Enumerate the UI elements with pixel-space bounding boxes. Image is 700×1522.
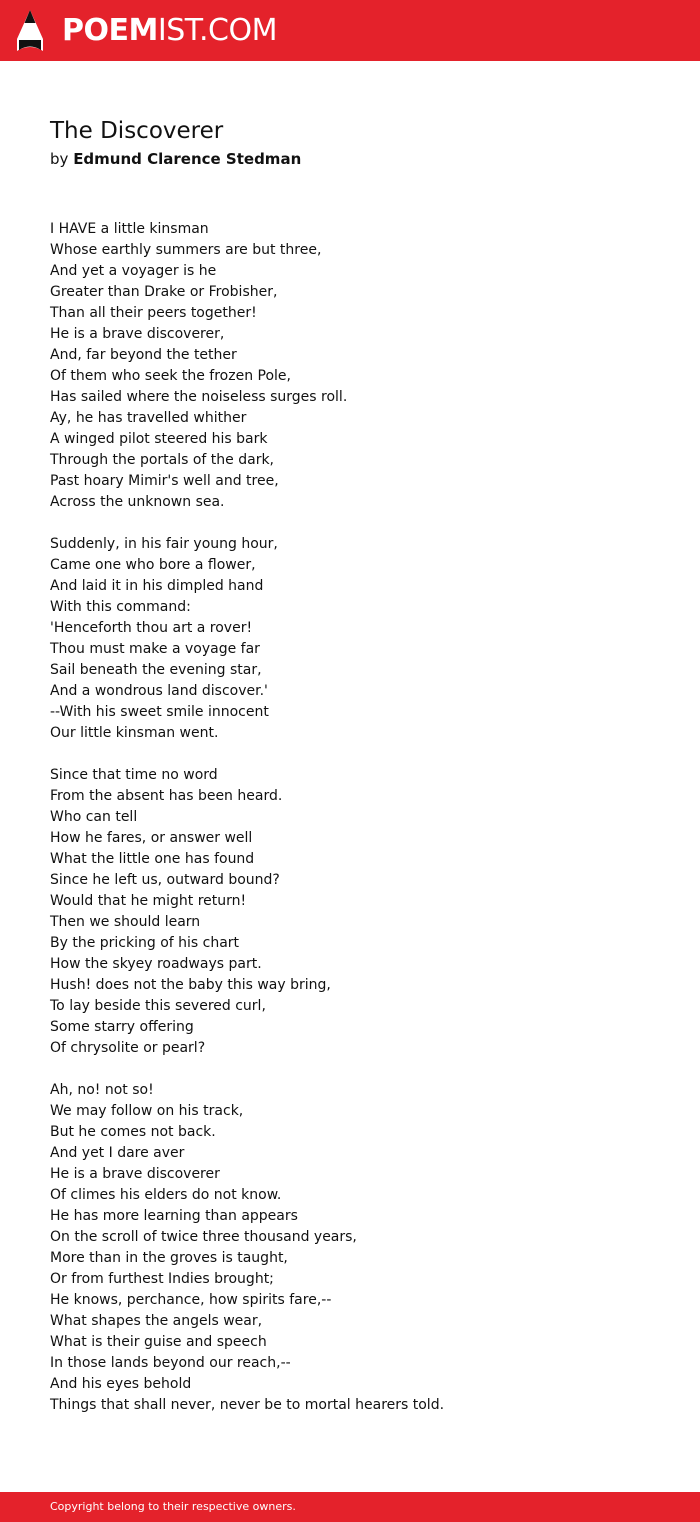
poem-line: Suddenly, in his fair young hour, — [50, 536, 278, 552]
poem-byline — [50, 148, 301, 170]
poem-line: And his eyes behold — [50, 1376, 192, 1392]
poem-line: Across the unknown sea. — [50, 494, 225, 510]
poem-line: On the scroll of twice three thousand years, — [50, 1229, 357, 1245]
copyright-text: Copyright belong to their respective owners. — [50, 1500, 296, 1513]
poem-line: To lay beside this severed curl, — [50, 998, 266, 1014]
poem-line: Since he left us, outward bound? — [50, 872, 280, 888]
poem-line: Ah, no! not so! — [50, 1082, 154, 1098]
poem-line: Would that he might return! — [50, 893, 247, 909]
site-header — [0, 0, 700, 61]
site-logo[interactable] — [62, 11, 277, 51]
poem-line: Ay, he has travelled whither — [50, 410, 247, 426]
poem-stanza — [50, 765, 670, 1059]
poem-line: Of them who seek the frozen Pole, — [50, 368, 291, 384]
by-label: by — [50, 150, 69, 168]
poem-line: And a wondrous land discover.' — [50, 683, 268, 699]
poem-line: Through the portals of the dark, — [50, 452, 275, 468]
poem-line: Of chrysolite or pearl? — [50, 1040, 206, 1056]
poem-line: Has sailed where the noiseless surges roll. — [50, 389, 348, 405]
poem-line: Past hoary Mimir's well and tree, — [50, 473, 279, 489]
poem-line: Who can tell — [50, 809, 138, 825]
poem-line: He knows, perchance, how spirits fare,-- — [50, 1292, 332, 1308]
site-footer — [0, 1492, 700, 1522]
poem-line: How the skyey roadways part. — [50, 956, 262, 972]
poem-line: Our little kinsman went. — [50, 725, 219, 741]
poem-line: He is a brave discoverer, — [50, 326, 225, 342]
poem-line: By the pricking of his chart — [50, 935, 240, 951]
poem-line: From the absent has been heard. — [50, 788, 283, 804]
poem-line: Whose earthly summers are but three, — [50, 242, 322, 258]
poem-line: Hush! does not the baby this way bring, — [50, 977, 331, 993]
poem-line: He is a brave discoverer — [50, 1166, 220, 1182]
poem-line: And yet I dare aver — [50, 1145, 185, 1161]
poem-line: And, far beyond the tether — [50, 347, 237, 363]
poem-line: Of climes his elders do not know. — [50, 1187, 282, 1203]
poem-stanza — [50, 534, 670, 744]
poem-line: Things that shall never, never be to mortal hearers told. — [50, 1397, 445, 1413]
logo-text-light: IST.COM — [157, 13, 277, 48]
poem-line: Than all their peers together! — [50, 305, 257, 321]
poem-line: He has more learning than appears — [50, 1208, 298, 1224]
poem-line: --With his sweet smile innocent — [50, 704, 269, 720]
poem-line: But he comes not back. — [50, 1124, 216, 1140]
poem-line: Then we should learn — [50, 914, 201, 930]
poem-line: Greater than Drake or Frobisher, — [50, 284, 278, 300]
poem-line: In those lands beyond our reach,-- — [50, 1355, 291, 1371]
poem-line: 'Henceforth thou art a rover! — [50, 620, 253, 636]
poem-line: We may follow on his track, — [50, 1103, 244, 1119]
poem-line: What is their guise and speech — [50, 1334, 267, 1350]
pencil-tip-icon[interactable] — [16, 9, 44, 53]
poem-line: Or from furthest Indies brought; — [50, 1271, 274, 1287]
poem-line: I HAVE a little kinsman — [50, 221, 209, 237]
poem-body — [50, 219, 670, 1437]
poem-stanza — [50, 1080, 670, 1416]
poem-line: Came one who bore a flower, — [50, 557, 256, 573]
poem-stanza — [50, 219, 670, 513]
poem-title: The Discoverer — [50, 118, 224, 144]
poem-line: What shapes the angels wear, — [50, 1313, 263, 1329]
logo-text-bold: POEM — [62, 13, 158, 48]
poem-line: And yet a voyager is he — [50, 263, 217, 279]
poem-line: Since that time no word — [50, 767, 218, 783]
poem-line: Thou must make a voyage far — [50, 641, 260, 657]
poem-line: With this command: — [50, 599, 191, 615]
poem-line: Some starry offering — [50, 1019, 194, 1035]
poem-line: And laid it in his dimpled hand — [50, 578, 264, 594]
poem-line: How he fares, or answer well — [50, 830, 253, 846]
poem-author[interactable]: Edmund Clarence Stedman — [73, 150, 302, 168]
poem-line: More than in the groves is taught, — [50, 1250, 288, 1266]
poem-line: A winged pilot steered his bark — [50, 431, 268, 447]
poem-line: Sail beneath the evening star, — [50, 662, 262, 678]
poem-line: What the little one has found — [50, 851, 255, 867]
